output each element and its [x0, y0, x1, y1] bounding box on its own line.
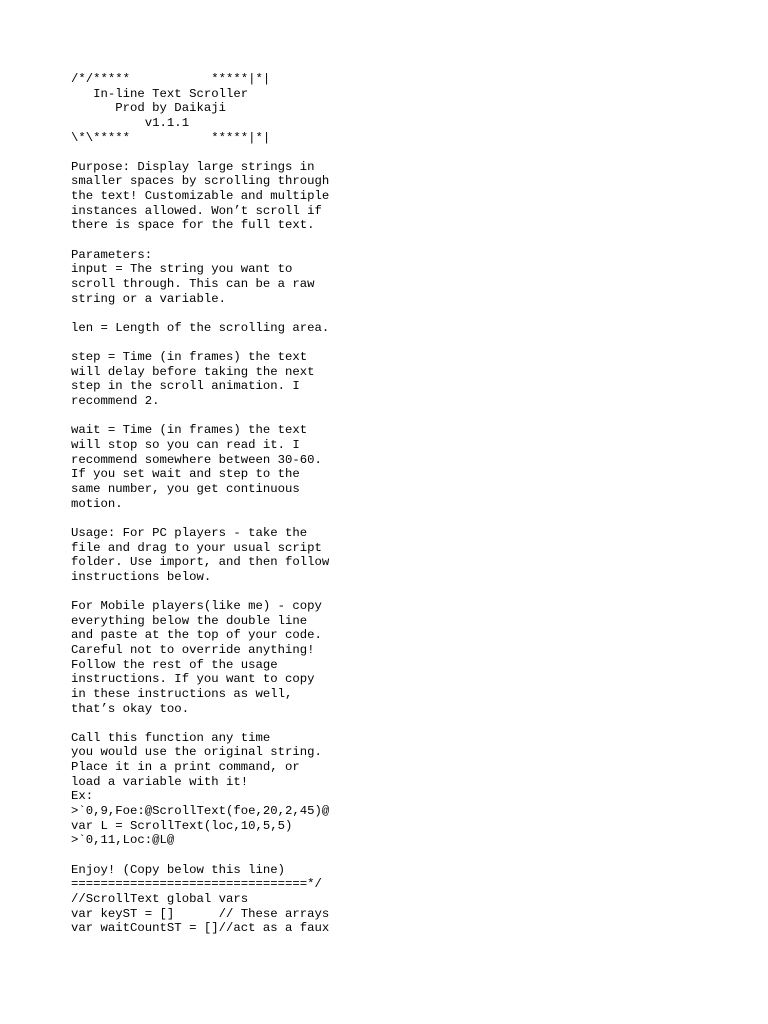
- text-line: instructions below.: [71, 569, 212, 584]
- text-line: you would use the original string.: [71, 745, 322, 760]
- text-line: [71, 848, 731, 863]
- text-line: the text! Customizable and multiple: [71, 189, 330, 204]
- text-line: and paste at the top of your code.: [71, 628, 322, 643]
- text-line: Ex:: [71, 789, 94, 804]
- text-line: will stop so you can read it. I: [71, 438, 300, 453]
- text-line: there is space for the full text.: [71, 218, 315, 233]
- text-line: string or a variable.: [71, 291, 226, 306]
- text-line: [71, 716, 731, 731]
- text-line: load a variable with it!: [71, 774, 249, 789]
- text-line: [71, 511, 731, 526]
- text-line: same number, you get continuous: [71, 481, 300, 496]
- text-line: motion.: [71, 496, 123, 511]
- text-line: [71, 233, 731, 248]
- text-line: will delay before taking the next: [71, 364, 315, 379]
- text-line: //ScrollText global vars: [71, 891, 249, 906]
- text-line: Prod by Daikaji: [71, 101, 226, 116]
- text-line: [71, 336, 731, 351]
- text-line: \*\***** *****|*|: [71, 130, 271, 145]
- text-line: instances allowed. Won’t scroll if: [71, 203, 322, 218]
- text-line: In-line Text Scroller: [71, 86, 249, 101]
- text-line: Purpose: Display large strings in: [71, 159, 315, 174]
- text-line: >`0,9,Foe:@ScrollText(foe,20,2,45)@: [71, 804, 330, 819]
- text-line: var keyST = [] // These arrays: [71, 906, 330, 921]
- text-line: everything below the double line: [71, 613, 308, 628]
- text-line: in these instructions as well,: [71, 686, 293, 701]
- document-body: [71, 72, 731, 936]
- text-line: that’s okay too.: [71, 701, 190, 716]
- text-line: file and drag to your usual script: [71, 540, 322, 555]
- text-line: [71, 306, 731, 321]
- text-line: Enjoy! (Copy below this line): [71, 862, 286, 877]
- text-line: For Mobile players(like me) - copy: [71, 599, 322, 614]
- text-line: instructions. If you want to copy: [71, 672, 315, 687]
- text-line: >`0,11,Loc:@L@: [71, 833, 175, 848]
- text-line: recommend somewhere between 30-60.: [71, 452, 322, 467]
- text-line: scroll through. This can be a raw: [71, 276, 315, 291]
- text-line: Usage: For PC players - take the: [71, 525, 308, 540]
- text-line: smaller spaces by scrolling through: [71, 174, 330, 189]
- text-line: Place it in a print command, or: [71, 760, 300, 775]
- text-line: [71, 145, 731, 160]
- text-line: step = Time (in frames) the text: [71, 350, 308, 365]
- text-line: [71, 409, 731, 424]
- text-line: Careful not to override anything!: [71, 642, 315, 657]
- text-line: var waitCountST = []//act as a faux: [71, 921, 330, 936]
- text-line: v1.1.1: [71, 115, 190, 130]
- text-line: Follow the rest of the usage: [71, 657, 278, 672]
- text-line: If you set wait and step to the: [71, 467, 300, 482]
- text-line: Call this function any time: [71, 730, 271, 745]
- text-line: /*/***** *****|*|: [71, 72, 271, 86]
- text-line: folder. Use import, and then follow: [71, 555, 330, 570]
- text-line: Parameters:: [71, 247, 153, 262]
- text-line: input = The string you want to: [71, 262, 293, 277]
- text-line: recommend 2.: [71, 394, 160, 409]
- text-line: ================================*/: [71, 877, 322, 892]
- text-line: var L = ScrollText(loc,10,5,5): [71, 818, 293, 833]
- text-line: [71, 584, 731, 599]
- text-line: step in the scroll animation. I: [71, 379, 300, 394]
- text-line: len = Length of the scrolling area.: [71, 320, 330, 335]
- text-line: wait = Time (in frames) the text: [71, 423, 308, 438]
